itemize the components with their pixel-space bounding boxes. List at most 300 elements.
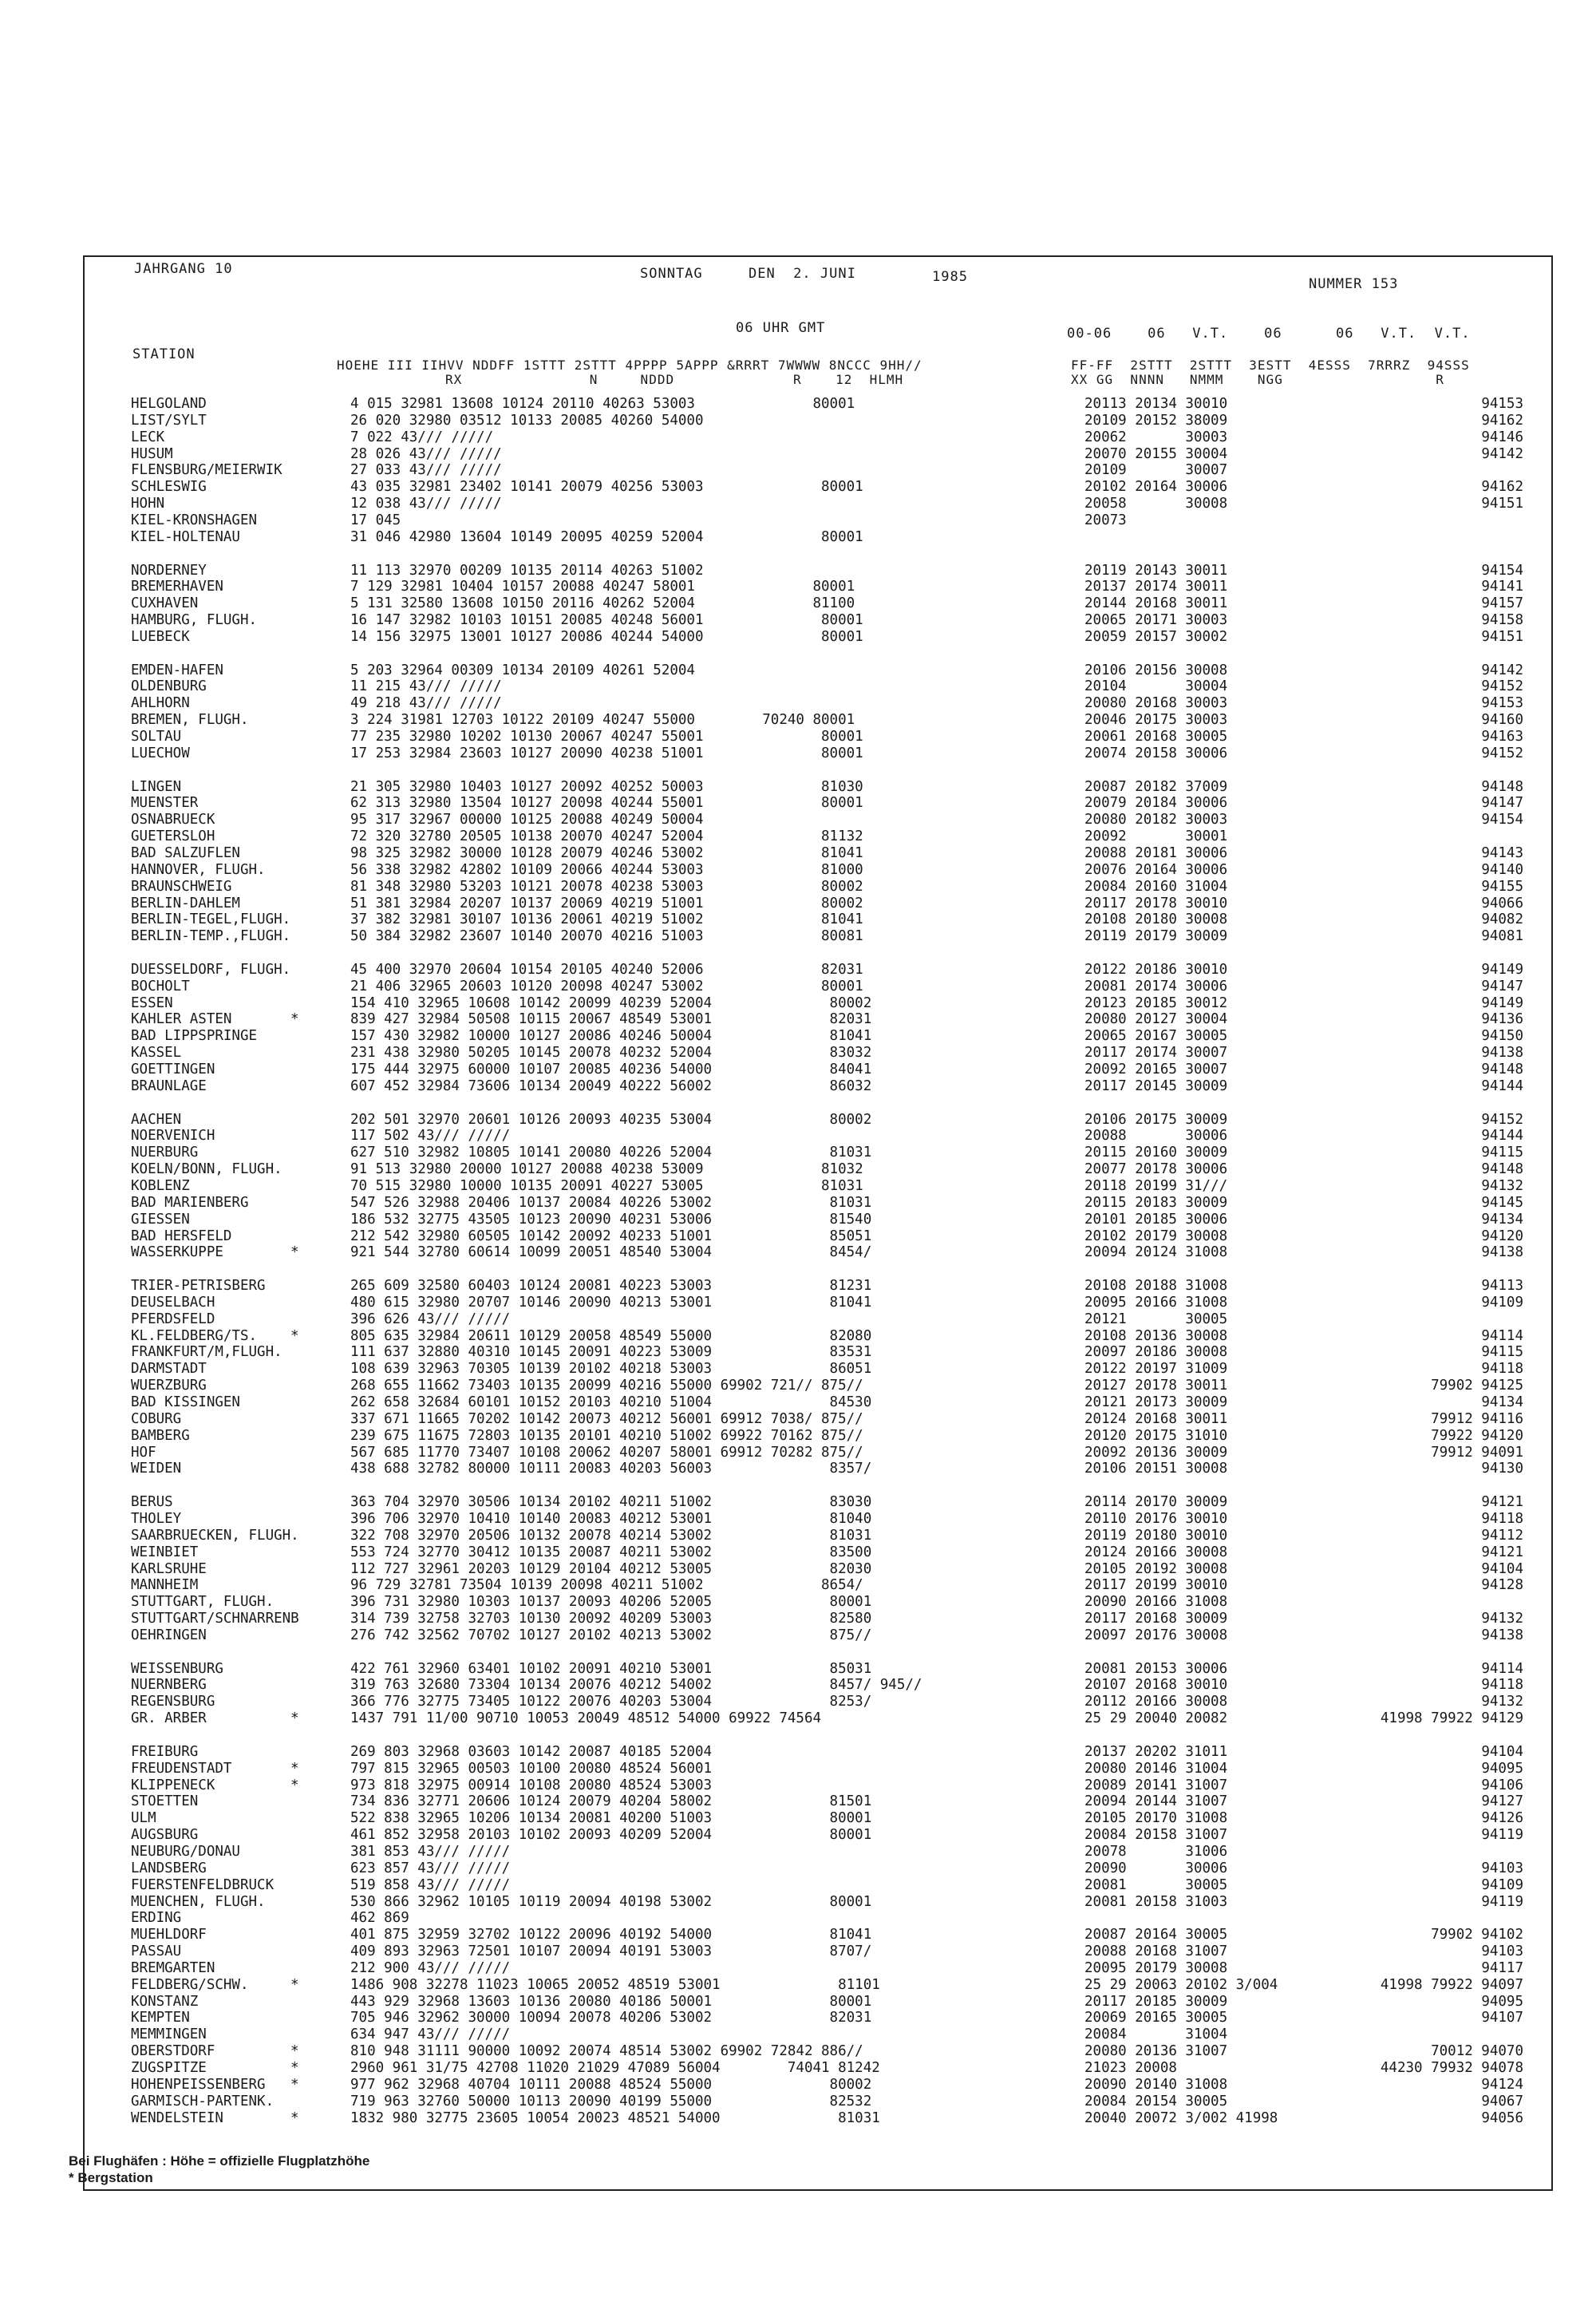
- extra-codes: 94163: [1481, 729, 1523, 745]
- synop-codes: 623 857 43/// /////: [350, 1860, 511, 1876]
- station-name: REGENSBURG: [131, 1694, 215, 1710]
- station-name: DUESSELDORF, FLUGH.: [131, 961, 291, 978]
- synop-codes: 17 253 32984 23603 10127 20090 40238 51001 80001: [350, 745, 863, 761]
- daily-values: 20102 20164 30006: [1084, 479, 1228, 496]
- synop-codes: 72 320 32780 20505 10138 20070 40247 52004 81132: [350, 828, 863, 845]
- station-name: STOETTEN: [131, 1793, 199, 1810]
- year-label: 1985: [932, 269, 968, 285]
- synop-codes: 314 739 32758 32703 10130 20092 40209 53003 82580: [350, 1611, 872, 1627]
- extra-codes: 94149: [1481, 961, 1523, 978]
- footnote-mountain-station: * Bergstation: [69, 2170, 153, 2185]
- mountain-marker: *: [290, 1327, 299, 1344]
- station-name: OBERSTDORF: [131, 2043, 215, 2060]
- station-name: FRANKFURT/M,FLUGH.: [131, 1344, 282, 1361]
- station-name: LIST/SYLT: [131, 412, 207, 429]
- extra-codes: 94141: [1481, 579, 1523, 595]
- station-name: FREUDENSTADT: [131, 1760, 232, 1777]
- station-name: KASSEL: [131, 1045, 182, 1062]
- synop-codes: 607 452 32984 73606 10134 20049 40222 56002 86032: [350, 1077, 872, 1094]
- extra-codes: 94144: [1481, 1128, 1523, 1145]
- daily-values: 20095 20179 30008: [1084, 1959, 1228, 1976]
- extra-codes: 94106: [1481, 1777, 1523, 1793]
- station-name: ESSEN: [131, 994, 173, 1011]
- synop-codes: 37 382 32981 30107 10136 20061 40219 51002 81041: [350, 911, 863, 928]
- station-name: AUGSBURG: [131, 1827, 199, 1844]
- synop-codes: 409 893 32963 72501 10107 20094 40191 53003 8707/: [350, 1943, 872, 1960]
- daily-values: 20065 20171 30003: [1084, 612, 1228, 629]
- synop-codes: 401 875 32959 32702 10122 20096 40192 54000 81041: [350, 1927, 872, 1943]
- station-name: KLIPPENECK: [131, 1777, 215, 1793]
- daily-values: 20077 20178 30006: [1084, 1161, 1228, 1178]
- extra-codes: 79912 94116: [1431, 1410, 1523, 1427]
- extra-codes: 94132: [1481, 1611, 1523, 1627]
- synop-codes: 480 615 32980 20707 10146 20090 40213 53001 81041: [350, 1294, 872, 1311]
- synop-codes: 319 763 32680 73304 10134 20076 40212 54002 8457/ 945//: [350, 1677, 922, 1694]
- extra-codes: 94143: [1481, 844, 1523, 861]
- extra-codes: 94149: [1481, 994, 1523, 1011]
- extra-codes: 94147: [1481, 978, 1523, 994]
- synop-codes: 381 853 43/// /////: [350, 1843, 511, 1860]
- synop-codes: 634 947 43/// /////: [350, 2026, 511, 2043]
- synop-codes: 443 929 32968 13603 10136 20080 40186 50001 80001: [350, 1993, 872, 2010]
- daily-values: 20097 20186 30008: [1084, 1344, 1228, 1361]
- daily-values: 20088 20181 30006: [1084, 844, 1228, 861]
- daily-values: 20076 20164 30006: [1084, 861, 1228, 878]
- extra-codes: 94148: [1481, 1062, 1523, 1077]
- synop-codes: 567 685 11770 73407 10108 20062 40207 58001 69912 70282 875//: [350, 1444, 863, 1461]
- station-name: LUEBECK: [131, 628, 190, 645]
- extra-codes: 94150: [1481, 1028, 1523, 1045]
- station-name: PASSAU: [131, 1943, 182, 1960]
- station-name: KARLSRUHE: [131, 1560, 207, 1577]
- daily-values: 20080 20168 30003: [1084, 695, 1228, 712]
- extra-codes: 94109: [1481, 1876, 1523, 1893]
- right-time-labels: 00-06 06 V.T. 06 06 V.T. V.T.: [1067, 326, 1471, 342]
- daily-values: 20089 20141 31007: [1084, 1777, 1228, 1793]
- station-name: KOBLENZ: [131, 1177, 190, 1194]
- station-name: SAARBRUECKEN, FLUGH.: [131, 1527, 299, 1544]
- station-name: BERLIN-TEMP.,FLUGH.: [131, 928, 291, 945]
- station-name: HOF: [131, 1444, 156, 1461]
- station-name: STUTTGART/SCHNARRENB: [131, 1611, 299, 1627]
- station-name: AACHEN: [131, 1111, 182, 1128]
- daily-values: 20084 20154 30005: [1084, 2093, 1228, 2109]
- station-name: BAD MARIENBERG: [131, 1194, 249, 1211]
- station-name: MUEHLDORF: [131, 1927, 207, 1943]
- station-name: OEHRINGEN: [131, 1627, 207, 1643]
- station-name: KEMPTEN: [131, 2010, 190, 2026]
- station-name: FELDBERG/SCHW.: [131, 1976, 249, 1993]
- station-name: BAD SALZUFLEN: [131, 844, 240, 861]
- daily-values: 20123 20185 30012: [1084, 994, 1228, 1011]
- synop-codes: 5 131 32580 13608 10150 20116 40262 52004 81100: [350, 595, 855, 612]
- daily-values: 20092 30001: [1084, 828, 1228, 845]
- synop-codes: 973 818 32975 00914 10108 20080 48524 53003: [350, 1777, 713, 1793]
- synop-codes: 839 427 32984 50508 10115 20067 48549 53001 82031: [350, 1011, 872, 1028]
- daily-values: 20046 20175 30003: [1084, 712, 1228, 729]
- station-name: OSNABRUECK: [131, 812, 215, 828]
- daily-values: 20081 20174 30006: [1084, 978, 1228, 994]
- station-name: HAMBURG, FLUGH.: [131, 612, 258, 629]
- extra-codes: 94119: [1481, 1827, 1523, 1844]
- daily-values: 20127 20178 30011: [1084, 1378, 1228, 1394]
- daily-values: 20109 30007: [1084, 462, 1228, 479]
- extra-codes: 94107: [1481, 2010, 1523, 2026]
- extra-codes: 94144: [1481, 1077, 1523, 1094]
- daily-values: 20087 20182 37009: [1084, 778, 1228, 795]
- station-name: SCHLESWIG: [131, 479, 207, 496]
- daily-values: 20117 20199 30010: [1084, 1577, 1228, 1594]
- station-name: KONSTANZ: [131, 1993, 199, 2010]
- synop-codes: 921 544 32780 60614 10099 20051 48540 53004 8454/: [350, 1244, 872, 1261]
- daily-values: 20106 20156 30008: [1084, 662, 1228, 678]
- daily-values: 20094 20124 31008: [1084, 1244, 1228, 1261]
- extra-codes: 94142: [1481, 445, 1523, 462]
- synop-codes: 175 444 32975 60000 10107 20085 40236 54000 84041: [350, 1062, 872, 1077]
- synop-codes: 977 962 32968 40704 10111 20088 48524 55000 80002: [350, 2076, 872, 2093]
- extra-codes: 94114: [1481, 1660, 1523, 1677]
- synop-codes: 7 022 43/// /////: [350, 429, 494, 445]
- synop-codes: 112 727 32961 20203 10129 20104 40212 53005 82030: [350, 1560, 872, 1577]
- station-name: MEMMINGEN: [131, 2026, 207, 2043]
- station-name: BERLIN-DAHLEM: [131, 895, 240, 911]
- extra-codes: 94158: [1481, 612, 1523, 629]
- synop-codes: 117 502 43/// /////: [350, 1128, 511, 1145]
- daily-values: 20108 20136 30008: [1084, 1327, 1228, 1344]
- extra-codes: 94128: [1481, 1577, 1523, 1594]
- synop-codes: 62 313 32980 13504 10127 20098 40244 55001 80001: [350, 795, 863, 812]
- extra-codes: 94121: [1481, 1494, 1523, 1511]
- extra-codes: 94138: [1481, 1627, 1523, 1643]
- extra-codes: 94082: [1481, 911, 1523, 928]
- station-name: HOHENPEISSENBERG: [131, 2076, 266, 2093]
- station-name: LUECHOW: [131, 745, 190, 761]
- extra-codes: 94066: [1481, 895, 1523, 911]
- date-label: DEN 2. JUNI: [749, 266, 856, 282]
- extra-codes: 94134: [1481, 1211, 1523, 1228]
- synop-codes: 805 635 32984 20611 10129 20058 48549 55000 82080: [350, 1327, 872, 1344]
- station-name: BREMEN, FLUGH.: [131, 712, 249, 729]
- synop-codes: 11 113 32970 00209 10135 20114 40263 51002: [350, 562, 704, 579]
- station-name: WENDELSTEIN: [131, 2109, 223, 2126]
- extra-codes: 79912 94091: [1431, 1444, 1523, 1461]
- station-name: KL.FELDBERG/TS.: [131, 1327, 258, 1344]
- extra-codes: 94104: [1481, 1743, 1523, 1760]
- station-name: FREIBURG: [131, 1743, 199, 1760]
- synop-codes: 95 317 32967 00000 10125 20088 40249 50004: [350, 812, 704, 828]
- daily-values: 20040 20072 3/002 41998: [1084, 2109, 1278, 2126]
- right-columns-header: FF-FF 2STTT 2STTT 3ESTT 4ESSS 7RRRZ 94SSS: [1071, 358, 1470, 373]
- extra-codes: 94152: [1481, 678, 1523, 695]
- extra-codes: 79902 94125: [1431, 1378, 1523, 1394]
- extra-codes: 94119: [1481, 1893, 1523, 1910]
- extra-codes: 94118: [1481, 1677, 1523, 1694]
- synop-codes: 2960 961 31/75 42708 11020 21029 47089 56004 74041 81242: [350, 2060, 880, 2076]
- daily-values: 20106 20175 30009: [1084, 1111, 1228, 1128]
- extra-codes: 94126: [1481, 1810, 1523, 1827]
- station-name: BERUS: [131, 1494, 173, 1511]
- daily-values: 20073: [1084, 512, 1127, 528]
- daily-values: 20065 20167 30005: [1084, 1028, 1228, 1045]
- synop-codes: 810 948 31111 90000 10092 20074 48514 53002 69902 72842 886//: [350, 2043, 863, 2060]
- station-name: BAMBERG: [131, 1427, 190, 1444]
- synop-codes: 186 532 32775 43505 10123 20090 40231 53006 81540: [350, 1211, 872, 1228]
- weekday-label: SONNTAG: [640, 266, 703, 282]
- synop-codes: 553 724 32770 30412 10135 20087 40211 53002 83500: [350, 1544, 872, 1560]
- station-name: WUERZBURG: [131, 1378, 207, 1394]
- daily-values: 20105 20192 30008: [1084, 1560, 1228, 1577]
- extra-codes: 94127: [1481, 1793, 1523, 1810]
- daily-values: 20117 20185 30009: [1084, 1993, 1228, 2010]
- station-name: CUXHAVEN: [131, 595, 199, 612]
- extra-codes: 94138: [1481, 1045, 1523, 1062]
- extra-codes: 79922 94120: [1431, 1427, 1523, 1444]
- station-name: HELGOLAND: [131, 396, 207, 412]
- daily-values: 20115 20160 30009: [1084, 1145, 1228, 1161]
- daily-values: 20106 20151 30008: [1084, 1461, 1228, 1477]
- synop-codes: 1486 908 32278 11023 10065 20052 48519 53001 81101: [350, 1976, 880, 1993]
- daily-values: 20144 20168 30011: [1084, 595, 1228, 612]
- extra-codes: 94157: [1481, 595, 1523, 612]
- station-name: AHLHORN: [131, 695, 190, 712]
- extra-codes: 94142: [1481, 662, 1523, 678]
- daily-values: 20104 30004: [1084, 678, 1228, 695]
- extra-codes: 94118: [1481, 1361, 1523, 1378]
- extra-codes: 94095: [1481, 1993, 1523, 2010]
- synop-codes: 16 147 32982 10103 10151 20085 40248 56001 80001: [350, 612, 863, 629]
- station-name: SOLTAU: [131, 729, 182, 745]
- station-name: WASSERKUPPE: [131, 1244, 223, 1261]
- station-name: KAHLER ASTEN: [131, 1011, 232, 1028]
- extra-codes: 94146: [1481, 429, 1523, 445]
- synop-codes: 627 510 32982 10805 10141 20080 40226 52004 81031: [350, 1145, 872, 1161]
- daily-values: 20090 20166 31008: [1084, 1594, 1228, 1611]
- daily-values: 20117 20174 30007: [1084, 1045, 1228, 1062]
- observation-time: 06 UHR GMT: [736, 320, 826, 336]
- synop-codes: 276 742 32562 70702 10127 20102 40213 53002 875//: [350, 1627, 872, 1643]
- mountain-marker: *: [290, 1011, 299, 1028]
- station-name: LINGEN: [131, 778, 182, 795]
- extra-codes: 94136: [1481, 1011, 1523, 1028]
- station-name: DARMSTADT: [131, 1361, 207, 1378]
- synop-codes: 705 946 32962 30000 10094 20078 40206 53002 82031: [350, 2010, 872, 2026]
- extra-codes: 94104: [1481, 1560, 1523, 1577]
- synop-codes: 734 836 32771 20606 10124 20079 40204 58002 81501: [350, 1793, 872, 1810]
- synop-codes: 396 731 32980 10303 10137 20093 40206 52005 80001: [350, 1594, 872, 1611]
- code-columns-subheader: RX N NDDD R 12 HLMH: [445, 372, 904, 387]
- synop-codes: 363 704 32970 30506 10134 20102 40211 51002 83030: [350, 1494, 872, 1511]
- daily-values: 20137 20174 30011: [1084, 579, 1228, 595]
- synop-codes: 43 035 32981 23402 10141 20079 40256 53003 80001: [350, 479, 863, 496]
- daily-values: 20120 20175 31010: [1084, 1427, 1228, 1444]
- station-name: NOERVENICH: [131, 1128, 215, 1145]
- synop-codes: 21 406 32965 20603 10120 20098 40247 53002 80001: [350, 978, 863, 994]
- daily-values: 20069 20165 30005: [1084, 2010, 1228, 2026]
- daily-values: 20117 20145 30009: [1084, 1077, 1228, 1094]
- station-name: MUENCHEN, FLUGH.: [131, 1893, 266, 1910]
- station-table: [83, 396, 1553, 2171]
- station-name: ZUGSPITZE: [131, 2060, 207, 2076]
- daily-values: 20115 20183 30009: [1084, 1194, 1228, 1211]
- extra-codes: 94147: [1481, 795, 1523, 812]
- daily-values: 20137 20202 31011: [1084, 1743, 1228, 1760]
- extra-codes: 94155: [1481, 878, 1523, 895]
- synop-codes: 14 156 32975 13001 10127 20086 40244 54000 80001: [350, 628, 863, 645]
- daily-values: 20087 20164 30005: [1084, 1927, 1228, 1943]
- station-name: GARMISCH-PARTENK.: [131, 2093, 275, 2109]
- station-name: KIEL-KRONSHAGEN: [131, 512, 258, 528]
- daily-values: 20081 20153 30006: [1084, 1660, 1228, 1677]
- extra-codes: 94152: [1481, 1111, 1523, 1128]
- synop-codes: 21 305 32980 10403 10127 20092 40252 50003 81030: [350, 778, 863, 795]
- extra-codes: 94118: [1481, 1510, 1523, 1527]
- station-name: NEUBURG/DONAU: [131, 1843, 240, 1860]
- synop-codes: 98 325 32982 30000 10128 20079 40246 53002 81041: [350, 844, 863, 861]
- daily-values: 20101 20185 30006: [1084, 1211, 1228, 1228]
- synop-codes: 519 858 43/// /////: [350, 1876, 511, 1893]
- station-name: FLENSBURG/MEIERWIK: [131, 462, 282, 479]
- station-name: HUSUM: [131, 445, 173, 462]
- daily-values: 20084 20158 31007: [1084, 1827, 1228, 1844]
- extra-codes: 94056: [1481, 2109, 1523, 2126]
- extra-codes: 94115: [1481, 1145, 1523, 1161]
- synop-codes: 366 776 32775 73405 10122 20076 40203 53004 8253/: [350, 1694, 872, 1710]
- station-name: GIESSEN: [131, 1211, 190, 1228]
- station-name: BRAUNLAGE: [131, 1077, 207, 1094]
- mountain-marker: *: [290, 2109, 299, 2126]
- synop-codes: 396 706 32970 10410 10140 20083 40212 53001 81040: [350, 1510, 872, 1527]
- station-name: ULM: [131, 1810, 156, 1827]
- mountain-marker: *: [290, 1760, 299, 1777]
- daily-values: 20113 20134 30010: [1084, 396, 1228, 412]
- extra-codes: 94148: [1481, 778, 1523, 795]
- extra-codes: 94140: [1481, 861, 1523, 878]
- station-name: STUTTGART, FLUGH.: [131, 1594, 275, 1611]
- code-columns-header: HOEHE III IIHVV NDDFF 1STTT 2STTT 4PPPP 5APPP &RRRT 7WWWW 8NCCC 9HH//: [337, 358, 922, 373]
- station-name: MANNHEIM: [131, 1577, 199, 1594]
- extra-codes: 94103: [1481, 1860, 1523, 1876]
- synop-codes: 12 038 43/// /////: [350, 496, 502, 512]
- jahrgang-label: JAHRGANG 10: [134, 261, 233, 277]
- daily-values: 20084 31004: [1084, 2026, 1228, 2043]
- daily-values: 20107 20168 30010: [1084, 1677, 1228, 1694]
- synop-codes: 202 501 32970 20601 10126 20093 40235 53004 80002: [350, 1111, 872, 1128]
- daily-values: 20081 30005: [1084, 1876, 1228, 1893]
- synop-codes: 438 688 32782 80000 10111 20083 40203 56003 8357/: [350, 1461, 872, 1477]
- station-name: BERLIN-TEGEL,FLUGH.: [131, 911, 291, 928]
- daily-values: 20117 20168 30009: [1084, 1611, 1228, 1627]
- extra-codes: 94152: [1481, 745, 1523, 761]
- daily-values: 20090 20140 31008: [1084, 2076, 1228, 2093]
- mountain-marker: *: [290, 1976, 299, 1993]
- station-name: HANNOVER, FLUGH.: [131, 861, 266, 878]
- synop-codes: 268 655 11662 73403 10135 20099 40216 55000 69902 721// 875//: [350, 1378, 863, 1394]
- station-name: KIEL-HOLTENAU: [131, 528, 240, 545]
- extra-codes: 94153: [1481, 695, 1523, 712]
- synop-codes: 26 020 32980 03512 10133 20085 40260 54000: [350, 412, 704, 429]
- synop-codes: 154 410 32965 10608 10142 20099 40239 52004 80002: [350, 994, 872, 1011]
- daily-values: 20074 20158 30006: [1084, 745, 1228, 761]
- extra-codes: 94112: [1481, 1527, 1523, 1544]
- station-name: EMDEN-HAFEN: [131, 662, 223, 678]
- daily-values: 20094 20144 31007: [1084, 1793, 1228, 1810]
- station-name: LANDSBERG: [131, 1860, 207, 1876]
- extra-codes: 94162: [1481, 479, 1523, 496]
- daily-values: 20092 20165 30007: [1084, 1062, 1228, 1077]
- extra-codes: 94130: [1481, 1461, 1523, 1477]
- synop-codes: 56 338 32982 42802 10109 20066 40244 53003 81000: [350, 861, 863, 878]
- daily-values: 20078 31006: [1084, 1843, 1228, 1860]
- station-name: ERDING: [131, 1910, 182, 1927]
- daily-values: 20059 20157 30002: [1084, 628, 1228, 645]
- station-name: THOLEY: [131, 1510, 182, 1527]
- extra-codes: 94114: [1481, 1327, 1523, 1344]
- synop-codes: 50 384 32982 23607 10140 20070 40216 51003 80081: [350, 928, 863, 945]
- station-name: BOCHOLT: [131, 978, 190, 994]
- station-name: LECK: [131, 429, 165, 445]
- daily-values: 20090 30006: [1084, 1860, 1228, 1876]
- synop-codes: 1437 791 11/00 90710 10053 20049 48512 54000 69922 74564: [350, 1710, 822, 1727]
- daily-values: 20061 20168 30005: [1084, 729, 1228, 745]
- extra-codes: 44230 79932 94078: [1380, 2060, 1523, 2076]
- extra-codes: 94132: [1481, 1177, 1523, 1194]
- extra-codes: 94081: [1481, 928, 1523, 945]
- daily-values: 21023 20008: [1084, 2060, 1177, 2076]
- extra-codes: 94154: [1481, 812, 1523, 828]
- station-name: OLDENBURG: [131, 678, 207, 695]
- synop-codes: 77 235 32980 10202 10130 20067 40247 55001 80001: [350, 729, 863, 745]
- station-name: BREMERHAVEN: [131, 579, 223, 595]
- extra-codes: 94121: [1481, 1544, 1523, 1560]
- daily-values: 20118 20199 31///: [1084, 1177, 1228, 1194]
- daily-values: 20110 20176 30010: [1084, 1510, 1228, 1527]
- station-name: HOHN: [131, 496, 165, 512]
- synop-codes: 1832 980 32775 23605 10054 20023 48521 54000 81031: [350, 2109, 880, 2126]
- synop-codes: 522 838 32965 10206 10134 20081 40200 51003 80001: [350, 1810, 872, 1827]
- synop-codes: 5 203 32964 00309 10134 20109 40261 52004: [350, 662, 695, 678]
- synop-codes: 17 045: [350, 512, 401, 528]
- synop-codes: 45 400 32970 20604 10154 20105 40240 52006 82031: [350, 961, 863, 978]
- daily-values: 20080 20127 30004: [1084, 1011, 1228, 1028]
- station-name: NUERBURG: [131, 1145, 199, 1161]
- daily-values: 20117 20178 30010: [1084, 895, 1228, 911]
- station-name: WEISSENBURG: [131, 1660, 223, 1677]
- daily-values: 25 29 20040 20082: [1084, 1710, 1228, 1727]
- extra-codes: 94109: [1481, 1294, 1523, 1311]
- daily-values: 20097 20176 30008: [1084, 1627, 1228, 1643]
- synop-codes: 49 218 43/// /////: [350, 695, 502, 712]
- extra-codes: 94132: [1481, 1694, 1523, 1710]
- station-name: NORDERNEY: [131, 562, 207, 579]
- extra-codes: 94113: [1481, 1278, 1523, 1295]
- extra-codes: 41998 79922 94097: [1380, 1976, 1523, 1993]
- extra-codes: 94151: [1481, 496, 1523, 512]
- daily-values: 20058 30008: [1084, 496, 1228, 512]
- synop-codes: 4 015 32981 13608 10124 20110 40263 53003 80001: [350, 396, 855, 412]
- station-name: BAD LIPPSPRINGE: [131, 1028, 258, 1045]
- extra-codes: 94151: [1481, 628, 1523, 645]
- synop-codes: 3 224 31981 12703 10122 20109 40247 55000 70240 80001: [350, 712, 855, 729]
- synop-codes: 461 852 32958 20103 10102 20093 40209 52004 80001: [350, 1827, 872, 1844]
- daily-values: 20080 20136 31007: [1084, 2043, 1228, 2060]
- synop-codes: 269 803 32968 03603 10142 20087 40185 52004: [350, 1743, 713, 1760]
- mountain-marker: *: [290, 1710, 299, 1727]
- daily-values: 20108 20180 30008: [1084, 911, 1228, 928]
- synop-codes: 719 963 32760 50000 10113 20090 40199 55000 82532: [350, 2093, 872, 2109]
- synop-codes: 262 658 32684 60101 10152 20103 40210 51004 84530: [350, 1394, 872, 1410]
- synop-codes: 396 626 43/// /////: [350, 1311, 511, 1327]
- station-name: BAD HERSFELD: [131, 1228, 232, 1244]
